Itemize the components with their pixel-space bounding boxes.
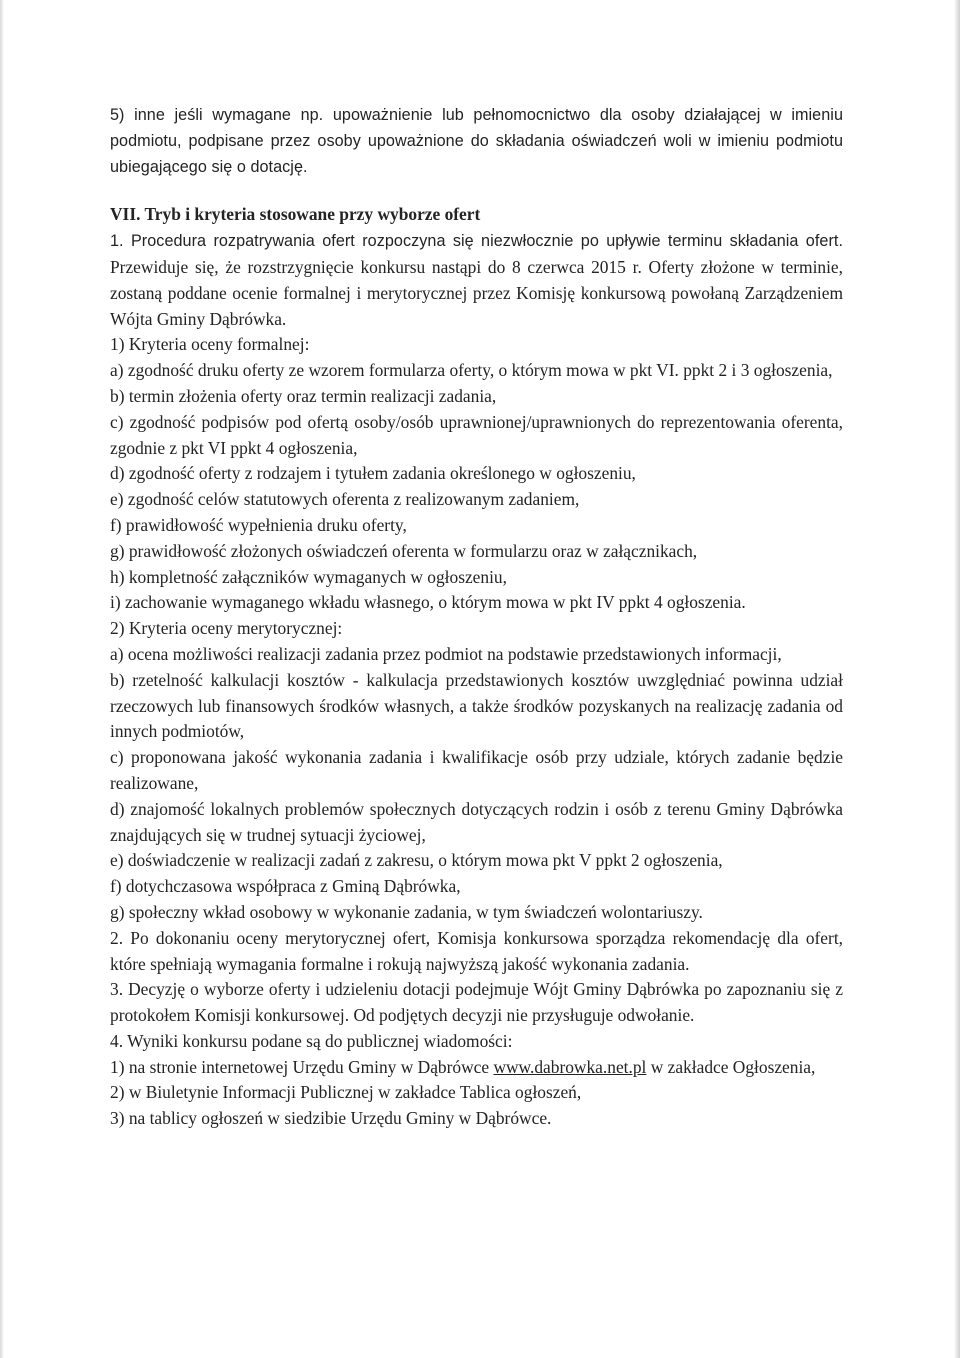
scan-edge-right	[954, 0, 960, 1358]
formal-criterion: c) zgodność podpisów pod ofertą osoby/osób uprawnionej/uprawnionych do reprezentowania oferenta, zgodnie z pkt VI ppkt 4 ogłoszenia,	[110, 411, 843, 458]
results-item-website	[110, 1055, 843, 1081]
website-link[interactable]: www.dabrowka.net.pl	[493, 1056, 647, 1077]
formal-criterion: h) kompletność załączników wymaganych w ogłoszeniu,	[110, 566, 507, 587]
scan-edge-left	[0, 0, 4, 1358]
results-website-text: 1) na stronie internetowej Urzędu Gminy w Dąbrówce	[110, 1056, 494, 1077]
merit-criterion: g) społeczny wkład osobowy w wykonanie zadania, w tym świadczeń wolontariuszy.	[110, 901, 703, 922]
formal-criterion: b) termin złożenia oferty oraz termin realizacji zadania,	[110, 385, 497, 406]
results-item-bip: 2) w Biuletynie Informacji Publicznej w zakładce Tablica ogłoszeń,	[110, 1082, 582, 1103]
formal-criterion: a) zgodność druku oferty ze wzorem formularza oferty, o którym mowa w pkt VI. ppkt 2 i 3 ogłoszenia,	[110, 360, 833, 381]
procedure-start: 1. Procedura rozpatrywania ofert rozpoczyna się niezwłocznie po upływie terminu składania ofert.	[110, 232, 843, 251]
results-website-tab: w zakładce Ogłoszenia,	[646, 1056, 816, 1077]
results-item-board: 3) na tablicy ogłoszeń w siedzibie Urzędu Gminy w Dąbrówce.	[110, 1108, 552, 1129]
merit-criteria-title: 2) Kryteria oceny merytorycznej:	[110, 618, 343, 639]
merit-criterion: a) ocena możliwości realizacji zadania przez podmiot na podstawie przedstawionych informacji,	[110, 643, 782, 664]
formal-criteria-list	[110, 358, 843, 616]
merit-criterion: d) znajomość lokalnych problemów społecznych dotyczących rodzin i osób z terenu Gminy Dąbrówka znajdujących się w trudnej sytuacji życiowej,	[110, 798, 843, 845]
procedure-rest: Przewiduje się, że rozstrzygnięcie konkursu nastąpi do 8 czerwca 2015 r. Oferty złożone w terminie, zostaną poddane ocenie formalnej i merytorycznej przez Komisję konkursową powołaną Zarządzeniem Wójta Gminy Dąbrówka.	[110, 256, 843, 329]
formal-criterion: f) prawidłowość wypełnienia druku oferty,	[110, 514, 407, 535]
attachment-item-5: 5) inne jeśli wymagane np. upoważnienie lub pełnomocnictwo dla osoby działającej w imieniu podmiotu, podpisane przez osoby upoważnione do składania oświadczeń woli w imieniu podmiotu ubiegającego się o dotację.	[110, 106, 843, 176]
merit-criterion: f) dotychczasowa współpraca z Gminą Dąbrówka,	[110, 876, 461, 897]
formal-criterion: e) zgodność celów statutowych oferenta z realizowanym zadaniem,	[110, 489, 580, 510]
formal-criterion: d) zgodność oferty z rodzajem i tytułem zadania określonego w ogłoszeniu,	[110, 463, 636, 484]
recommendation-paragraph: 2. Po dokonaniu oceny merytorycznej ofert, Komisja konkursowa sporządza rekomendację dla ofert, które spełniają wymagania formalne i rokują najwyższą jakość wykonania zadania.	[110, 927, 843, 974]
procedure-paragraph	[110, 228, 843, 332]
section-heading: VII. Tryb i kryteria stosowane przy wyborze ofert	[110, 204, 481, 225]
document-page	[110, 103, 843, 1132]
formal-criteria-title: 1) Kryteria oceny formalnej:	[110, 334, 310, 355]
merit-criterion: c) proponowana jakość wykonania zadania i kwalifikacje osób przy udziale, których zadanie będzie realizowane,	[110, 747, 843, 793]
results-title: 4. Wyniki konkursu podane są do publicznej wiadomości:	[110, 1030, 513, 1051]
merit-criteria-list	[110, 642, 843, 926]
merit-criterion: b) rzetelność kalkulacji kosztów - kalkulacja przedstawionych kosztów uwzględniać powinna udział rzeczowych lub finansowych środków własnych, a także środków pozyskanych na realizację zadania od innych podmiotów,	[110, 669, 843, 742]
formal-criterion: g) prawidłowość złożonych oświadczeń oferenta w formularzu oraz w załącznikach,	[110, 540, 698, 561]
merit-criterion: e) doświadczenie w realizacji zadań z zakresu, o którym mowa pkt V ppkt 2 ogłoszenia,	[110, 850, 723, 871]
decision-paragraph: 3. Decyzję o wyborze oferty i udzieleniu dotacji podejmuje Wójt Gminy Dąbrówka po zapoznaniu się z protokołem Komisji konkursowej. Od podjętych decyzji nie przysługuje odwołanie.	[110, 979, 843, 1026]
formal-criterion: i) zachowanie wymaganego wkładu własnego, o którym mowa w pkt IV ppkt 4 ogłoszenia.	[110, 592, 746, 613]
